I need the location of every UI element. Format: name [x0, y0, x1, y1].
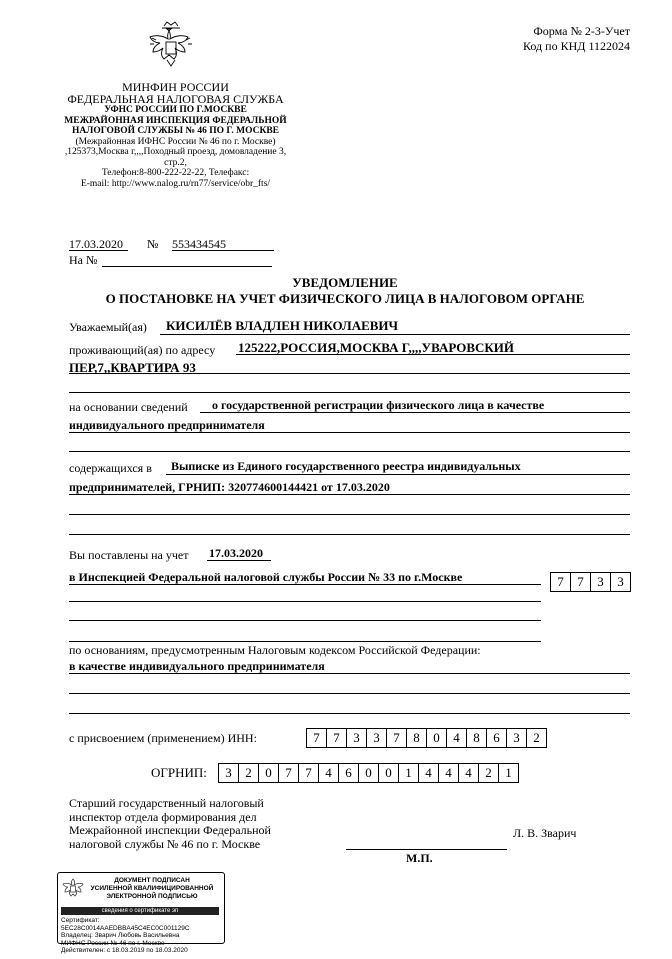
- emblem-small-icon: [62, 876, 84, 902]
- address-line-2: ПЕР,7,,КВАРТИРА 93: [69, 360, 196, 375]
- issuer-block: [48, 81, 303, 189]
- ogrnip-digit: 0: [379, 764, 399, 782]
- ogrnip-digit: 0: [259, 764, 279, 782]
- ogrnip-digit: 4: [439, 764, 459, 782]
- ogrnip-digit: 4: [319, 764, 339, 782]
- inn-digit: 2: [533, 730, 540, 745]
- inn-label: с присвоением (применением) ИНН:: [69, 731, 257, 745]
- stamp-label: М.П.: [406, 851, 433, 865]
- ogrnip-digit: 6: [339, 764, 359, 782]
- inn-digit: 3: [347, 729, 367, 747]
- inn-digit: 0: [427, 729, 447, 747]
- code-cell: 3: [617, 574, 624, 589]
- inn-digit: 8: [407, 729, 427, 747]
- position-line-2: инспектор отдела формирования дел: [69, 809, 257, 824]
- registered-label: Вы поставлены на учет: [69, 548, 189, 562]
- source-line-1: Выписке из Единого государственного реестра индивидуальных: [171, 459, 521, 473]
- certificate-info-bar: сведения о сертификате эп: [61, 907, 219, 915]
- owner-label: Владелец:: [61, 932, 93, 939]
- form-code-block: [523, 24, 630, 54]
- inn-digit: 8: [467, 729, 487, 747]
- position-line-4: налоговой службы № 46 по г. Москве: [69, 836, 261, 851]
- inn-cells: [306, 728, 547, 748]
- grounds-label: по основаниям, предусмотренным Налоговым кодексом Российской Федерации:: [69, 643, 481, 657]
- e-sign-line-2: УСИЛЕННОЙ КВАЛИФИЦИРОВАННОЙ: [90, 885, 214, 892]
- position-line-3: Межрайонной инспекции Федеральной: [69, 823, 271, 837]
- issuer-address: ,125373,Москва г,,,,Походный проезд, домовладение 3,: [64, 147, 287, 157]
- ogrnip-digit: 2: [239, 764, 259, 782]
- grounds-value: в качестве индивидуального предпринимателя: [69, 659, 325, 673]
- owner-value: Зварич Любовь Васильевна: [94, 932, 180, 939]
- form-number: Форма № 2-3-Учет: [533, 24, 630, 38]
- person-name: КИСИЛЁВ ВЛАДЛЕН НИКОЛАЕВИЧ: [166, 318, 399, 333]
- ogrnip-label: ОГРНИП:: [151, 765, 207, 780]
- code-cell: 7: [571, 573, 591, 591]
- ogrnip-digit: 7: [279, 764, 299, 782]
- valid-value: с 18.03.2019 по 18.03.2020: [106, 947, 188, 954]
- doc-number: 553434545: [172, 237, 226, 251]
- basis-line-2: индивидуального предпринимателя: [69, 418, 265, 432]
- code-cell: 7: [551, 573, 571, 591]
- signatory-position: [69, 797, 271, 851]
- issuer-ministry: МИНФИН РОССИИ: [122, 80, 229, 94]
- issuer-phone: Телефон:8-800-222-22-22, Телефакс:: [101, 168, 250, 178]
- e-signature-stamp: [57, 872, 225, 954]
- issuer-email: E-mail: http://www.nalog.ru/rn77/service/obr_fts/: [80, 178, 271, 189]
- issuer-regional: УФНС РОССИИ ПО Г.МОСКВЕ: [104, 105, 247, 115]
- inn-digit: 6: [487, 729, 507, 747]
- ogrnip-digit: 2: [479, 764, 499, 782]
- issuer-short-name: (Межрайонная ИФНС России № 46 по г. Москве): [75, 136, 276, 147]
- inn-digit: 3: [367, 729, 387, 747]
- org-value: МИФНС России № 46 по г. Москве: [61, 939, 165, 947]
- issuer-address-2: стр.2,: [164, 157, 187, 168]
- e-sign-line-1: ДОКУМЕНТ ПОДПИСАН: [114, 877, 190, 884]
- inn-digit: 7: [387, 729, 407, 747]
- cert-value: 5EC28C0014AAEDBBA45C4EC0C001129C: [61, 924, 190, 932]
- inspection-code-cells: [550, 572, 631, 592]
- ogrnip-digit: 1: [399, 764, 419, 782]
- e-sign-line-3: ЭЛЕКТРОННОЙ ПОДПИСЬЮ: [106, 893, 198, 900]
- knd-code: Код по КНД 1122024: [523, 39, 630, 53]
- valid-label: Действителен:: [61, 947, 106, 954]
- inspection-name: в Инспекцией Федеральной налоговой службы России № 33 по г.Москве: [69, 570, 463, 584]
- issuer-service: ФЕДЕРАЛЬНАЯ НАЛОГОВАЯ СЛУЖБА: [67, 92, 284, 106]
- source-line-2: предпринимателей, ГРНИП: 320774600144421 от 17.03.2020: [69, 480, 390, 494]
- basis-line-1: о государственной регистрации физического лица в качестве: [212, 398, 545, 412]
- issuer-inspection-1: МЕЖРАЙОННАЯ ИНСПЕКЦИЯ ФЕДЕРАЛЬНОЙ: [64, 115, 287, 126]
- reference-number-label: На №: [69, 253, 98, 267]
- title-line-2: О ПОСТАНОВКЕ НА УЧЕТ ФИЗИЧЕСКОГО ЛИЦА В НАЛОГОВОМ ОРГАНЕ: [105, 291, 585, 306]
- ogrnip-digit: 4: [459, 764, 479, 782]
- inn-digit: 7: [327, 729, 347, 747]
- signatory-name: Л. В. Зварич: [513, 826, 577, 840]
- source-label: содержащихся в: [69, 461, 152, 475]
- basis-label: на основании сведений: [69, 400, 188, 414]
- issuer-inspection-2: НАЛОГОВОЙ СЛУЖБЫ № 46 ПО Г. МОСКВЕ: [71, 126, 280, 136]
- ogrnip-digit: 0: [359, 764, 379, 782]
- address-line-1: 125222,РОССИЯ,МОСКВА Г,,,,УВАРОВСКИЙ: [238, 340, 515, 355]
- ogrnip-digit: 1: [505, 765, 512, 780]
- registered-date: 17.03.2020: [209, 546, 263, 560]
- inn-digit: 7: [307, 729, 327, 747]
- coat-of-arms-emblem: [148, 20, 194, 74]
- salutation-label: Уважаемый(ая): [69, 320, 147, 334]
- inn-digit: 4: [447, 729, 467, 747]
- inn-digit: 3: [507, 729, 527, 747]
- position-line-1: Старший государственный налоговый: [69, 796, 264, 810]
- code-cell: 3: [591, 573, 611, 591]
- e-signature-heading: [84, 877, 220, 901]
- doc-date: 17.03.2020: [69, 237, 123, 251]
- title-line-1: УВЕДОМЛЕНИЕ: [292, 275, 398, 290]
- ogrnip-cells: [218, 763, 519, 783]
- ogrnip-digit: 7: [299, 764, 319, 782]
- address-label: проживающий(ая) по адресу: [69, 343, 216, 357]
- ogrnip-digit: 4: [419, 764, 439, 782]
- doc-number-label: №: [147, 237, 159, 251]
- document-title: [40, 275, 650, 307]
- ogrnip-digit: 3: [219, 764, 239, 782]
- certificate-details: [61, 917, 221, 955]
- cert-label: Сертификат:: [61, 917, 100, 924]
